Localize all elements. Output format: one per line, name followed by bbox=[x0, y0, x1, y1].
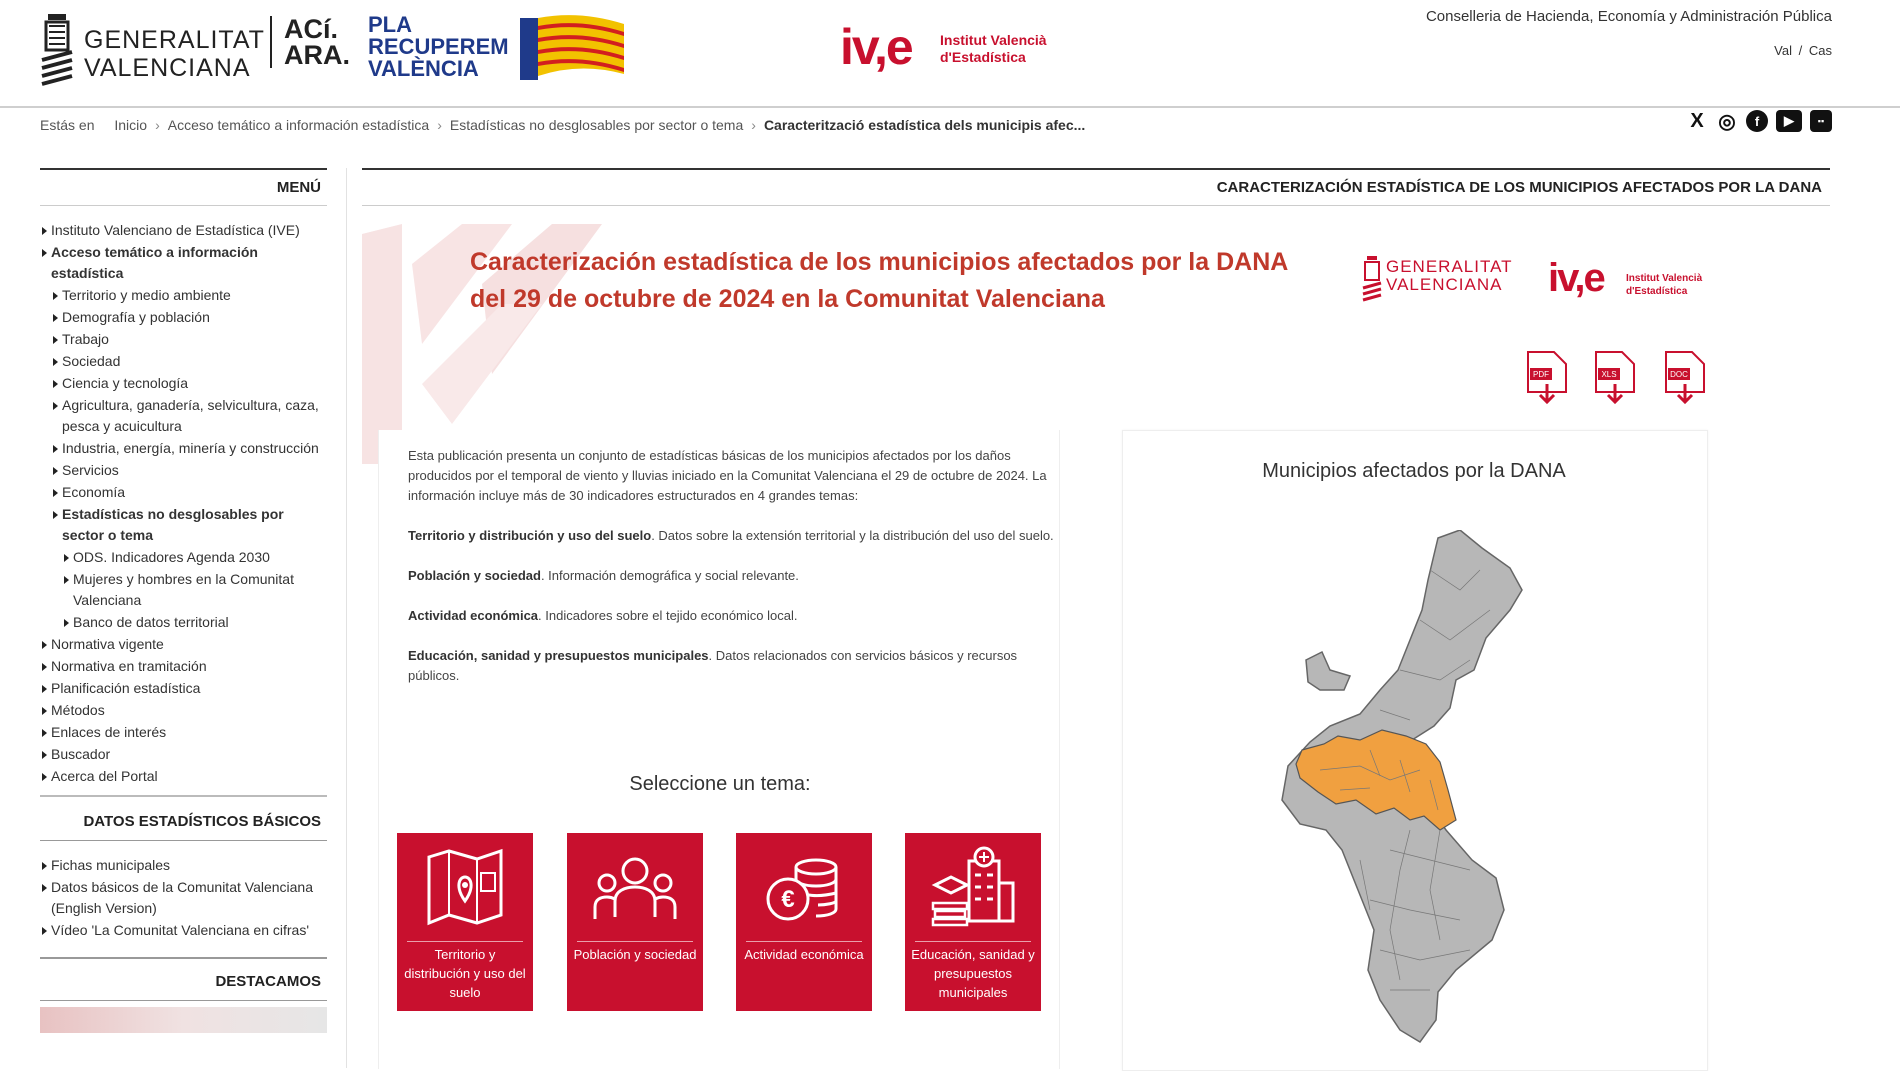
datos-basicos-title: DATOS ESTADÍSTICOS BÁSICOS bbox=[40, 797, 327, 841]
topic-desc-poblacion bbox=[408, 566, 1058, 586]
breadcrumb-label: Estás en bbox=[40, 117, 95, 133]
tile-divider bbox=[915, 941, 1031, 942]
coat-of-arms-icon bbox=[40, 12, 74, 88]
sidebar-menu-item[interactable]: Planificación estadística bbox=[40, 678, 327, 699]
datos-item-fichas[interactable]: Fichas municipales bbox=[40, 855, 327, 876]
sidebar-menu-item[interactable]: Normativa vigente bbox=[40, 634, 327, 655]
ive-logo-subtitle bbox=[940, 32, 1047, 66]
topic-desc-territorio bbox=[408, 526, 1058, 546]
topic-desc-text: . Información demográfica y social relevante. bbox=[540, 568, 799, 583]
aciara-logo[interactable] bbox=[270, 16, 350, 68]
map-title: Municipios afectados por la DANA bbox=[1262, 460, 1566, 482]
destacamos-title: DESTACAMOS bbox=[40, 957, 327, 1001]
xls-label: XLS bbox=[1601, 370, 1617, 379]
select-topic-heading: Seleccione un tema: bbox=[629, 773, 811, 795]
sidebar-menu-item[interactable]: Mujeres y hombres en la Comunitat Valenciana bbox=[40, 569, 327, 611]
sidebar-menu-item[interactable]: Acerca del Portal bbox=[40, 766, 327, 787]
lang-val-link[interactable]: Val bbox=[1774, 43, 1792, 58]
pla-line1: PLA bbox=[368, 12, 412, 37]
pla-recuperem-logo[interactable] bbox=[368, 14, 509, 80]
lang-cas-link[interactable]: Cas bbox=[1808, 43, 1832, 58]
sidebar-menu-item[interactable]: Normativa en tramitación bbox=[40, 656, 327, 677]
sidebar-menu-item[interactable]: Agricultura, ganadería, selvicultura, caza, pesca y acuicultura bbox=[40, 395, 327, 437]
sidebar-menu-item[interactable]: Industria, energía, minería y construcción bbox=[40, 438, 327, 459]
sidebar-menu-item[interactable]: Trabajo bbox=[40, 329, 327, 350]
pla-line2: RECUPEREM bbox=[368, 34, 509, 59]
datos-item-video[interactable]: Vídeo 'La Comunitat Valenciana en cifras' bbox=[40, 920, 327, 941]
sidebar-menu-item[interactable]: Estadísticas no desglosables por sector o tema bbox=[40, 504, 327, 546]
sidebar-menu-item[interactable]: Servicios bbox=[40, 460, 327, 481]
topic-desc-text: . Datos relacionados con servicios básicos y recursos públicos. bbox=[408, 648, 1018, 683]
tile-divider bbox=[746, 941, 862, 942]
breadcrumb-sep: › bbox=[751, 117, 756, 133]
sidebar-menu bbox=[40, 220, 327, 787]
topic-desc-text: . Datos sobre la extensión territorial y la distribución del uso del suelo. bbox=[651, 528, 1054, 543]
sidebar-menu-item[interactable]: Economía bbox=[40, 482, 327, 503]
topic-desc-text: . Indicadores sobre el tejido económico local. bbox=[538, 608, 798, 623]
tile-label: Territorio y distribución y uso del suelo bbox=[404, 947, 526, 1000]
coins-icon bbox=[758, 843, 850, 935]
sidebar-menu-item[interactable]: Buscador bbox=[40, 744, 327, 765]
language-switcher bbox=[1774, 43, 1832, 58]
tile-divider bbox=[577, 941, 693, 942]
doc-download-icon[interactable] bbox=[1662, 350, 1708, 406]
lang-separator: / bbox=[1798, 43, 1803, 58]
x-twitter-icon[interactable]: X bbox=[1686, 110, 1708, 132]
sidebar bbox=[40, 168, 327, 1033]
xls-download-icon[interactable] bbox=[1592, 350, 1638, 406]
tile-divider bbox=[407, 941, 523, 942]
topic-desc-title: Territorio y distribución y uso del suelo bbox=[408, 528, 652, 543]
breadcrumb-current: Caracterització estadística dels municipis afec... bbox=[763, 117, 1086, 133]
topic-desc-title: Población y sociedad bbox=[408, 568, 541, 583]
sidebar-menu-item[interactable]: Acceso temático a información estadística bbox=[40, 242, 327, 284]
tile-label: Población y sociedad bbox=[573, 947, 697, 962]
intro-section bbox=[408, 446, 1058, 706]
breadcrumb-item[interactable]: Inicio bbox=[114, 117, 148, 133]
topic-desc-title: Educación, sanidad y presupuestos municipales bbox=[408, 648, 709, 663]
gva-line2: VALENCIANA bbox=[84, 54, 251, 82]
coat-of-arms-small-icon bbox=[1362, 254, 1382, 306]
gva-line1: GENERALITAT bbox=[84, 26, 265, 54]
datos-item-basicos[interactable]: Datos básicos de la Comunitat Valenciana (English Version) bbox=[40, 877, 327, 919]
sidebar-menu-item[interactable]: Métodos bbox=[40, 700, 327, 721]
pla-line3: VALÈNCIA bbox=[368, 56, 479, 81]
sidebar-menu-item[interactable]: Ciencia y tecnología bbox=[40, 373, 327, 394]
publication-title: Caracterización estadística de los municipios afectados por la DANA del 29 de octubre de 2024 en la Comunitat Valenciana bbox=[470, 248, 1288, 313]
sidebar-menu-item[interactable]: Demografía y población bbox=[40, 307, 327, 328]
valencian-flag-icon bbox=[520, 14, 624, 80]
ive-logo[interactable]: iv,e bbox=[840, 19, 912, 75]
flickr-icon[interactable]: ▪▪ bbox=[1810, 110, 1832, 132]
people-icon bbox=[589, 843, 681, 935]
instagram-icon[interactable]: ◎ bbox=[1716, 110, 1738, 132]
tile-label: Educación, sanidad y presupuestos municipales bbox=[911, 947, 1035, 1000]
ive-small-sub2: d'Estadística bbox=[1626, 286, 1688, 297]
ive-sub-line2: d'Estadística bbox=[940, 49, 1026, 65]
aciara-line1: ACí. bbox=[284, 14, 338, 44]
facebook-icon[interactable]: f bbox=[1746, 110, 1768, 132]
topic-tile-educacion[interactable] bbox=[905, 833, 1041, 1011]
topic-tile-territorio[interactable] bbox=[397, 833, 533, 1011]
breadcrumb-sep: › bbox=[155, 117, 160, 133]
topic-desc-educacion bbox=[408, 646, 1058, 686]
buildings-icon bbox=[927, 843, 1019, 935]
gva-small-line1: GENERALITAT bbox=[1386, 257, 1513, 276]
svg-text:€: € bbox=[781, 886, 795, 913]
sidebar-menu-item[interactable]: Instituto Valenciano de Estadística (IVE) bbox=[40, 220, 327, 241]
breadcrumb-item[interactable]: Acceso temático a información estadística bbox=[167, 117, 430, 133]
sidebar-menu-item[interactable]: ODS. Indicadores Agenda 2030 bbox=[40, 547, 327, 568]
topic-tile-actividad[interactable] bbox=[736, 833, 872, 1011]
ive-sub-line1: Institut Valencià bbox=[940, 32, 1047, 48]
map-region-exclave bbox=[1306, 652, 1350, 690]
municipalities-map[interactable] bbox=[1260, 530, 1560, 1050]
topic-desc-title: Actividad económica bbox=[408, 608, 539, 623]
social-links bbox=[1686, 110, 1832, 132]
aciara-line2: ARA. bbox=[284, 40, 350, 70]
site-header bbox=[0, 0, 1900, 108]
column-divider bbox=[346, 168, 347, 1068]
sidebar-menu-item[interactable]: Territorio y medio ambiente bbox=[40, 285, 327, 306]
pdf-label: PDF bbox=[1533, 370, 1549, 379]
topic-desc-actividad bbox=[408, 606, 1058, 626]
ive-small-sub1: Institut Valencià bbox=[1626, 273, 1703, 284]
pdf-download-icon[interactable] bbox=[1524, 350, 1570, 406]
breadcrumb bbox=[40, 117, 1085, 133]
map-icon bbox=[419, 843, 511, 935]
doc-label: DOC bbox=[1670, 370, 1688, 379]
tile-label: Actividad económica bbox=[744, 947, 864, 962]
sidebar-menu-item[interactable]: Banco de datos territorial bbox=[40, 612, 327, 633]
sidebar-menu-item[interactable]: Sociedad bbox=[40, 351, 327, 372]
menu-title: MENÚ bbox=[40, 168, 327, 206]
intro-paragraph: Esta publicación presenta un conjunto de estadísticas básicas de los municipios afectados por los daños producidos por el temporal de viento y lluvias iniciado en la Comunitat Valenciana el 29 de octubre de 2024. La información incluye más de 30 indicadores estructurados en 4 grandes temas: bbox=[408, 448, 1047, 503]
topic-tile-poblacion[interactable] bbox=[567, 833, 703, 1011]
gva-small-line2: VALENCIANA bbox=[1386, 275, 1503, 294]
page-title-bar: CARACTERIZACIÓN ESTADÍSTICA DE LOS MUNICIPIOS AFECTADOS POR LA DANA bbox=[362, 168, 1830, 206]
datos-basicos-list bbox=[40, 855, 327, 941]
generalitat-small-logo[interactable] bbox=[1386, 258, 1513, 294]
ive-small-logo[interactable]: iv,e bbox=[1548, 256, 1604, 300]
sidebar-menu-item[interactable]: Enlaces de interés bbox=[40, 722, 327, 743]
breadcrumb-sep: › bbox=[437, 117, 442, 133]
destacamos-banner-image[interactable] bbox=[40, 1007, 327, 1033]
conselleria-link[interactable]: Conselleria de Hacienda, Economía y Administración Pública bbox=[1425, 8, 1832, 25]
youtube-icon[interactable]: ▶ bbox=[1776, 110, 1802, 132]
breadcrumb-item[interactable]: Estadísticas no desglosables por sector o tema bbox=[449, 117, 744, 133]
ive-small-subtitle bbox=[1626, 272, 1702, 298]
